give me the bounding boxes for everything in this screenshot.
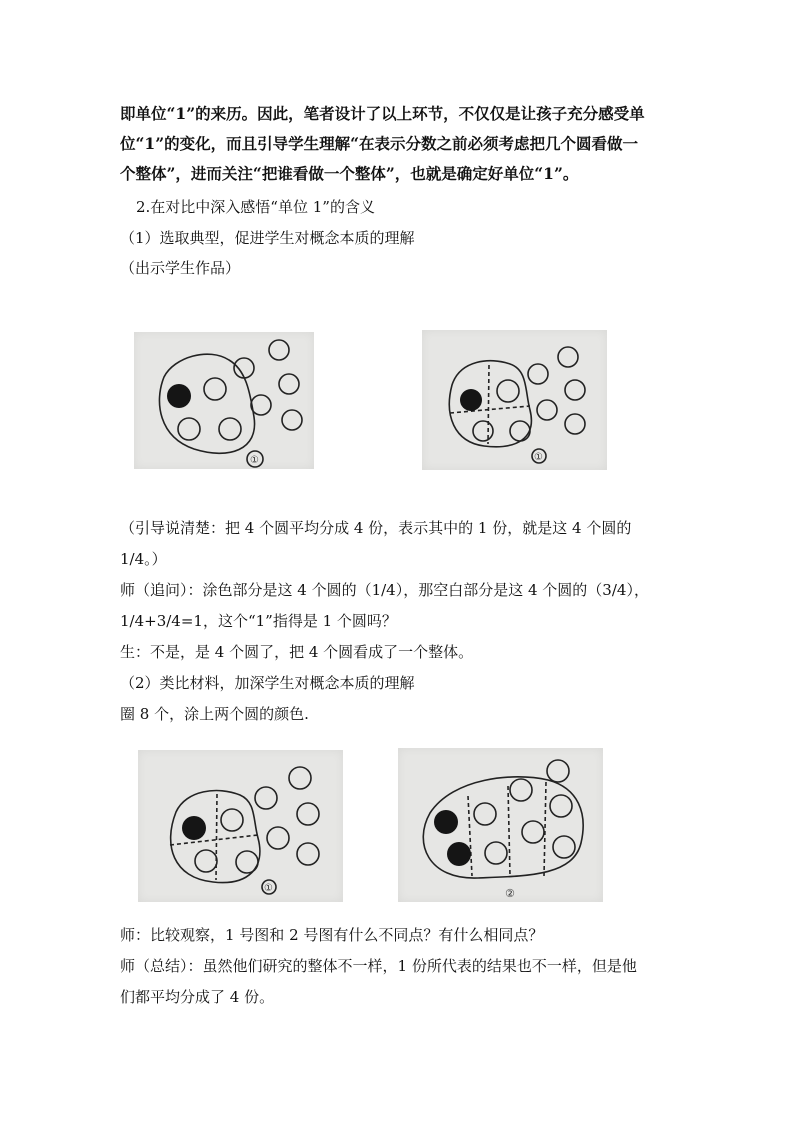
figure-label: ② xyxy=(505,887,515,900)
text-line: 们都平均分成了 4 份。 xyxy=(120,988,275,1006)
text-line: 位“1”的变化，而且引导学生理解“在表示分数之前必须考虑把几个圆看做一 xyxy=(120,134,639,153)
subsection-heading: （2）类比材料，加深学生对概念本质的理解 xyxy=(120,674,415,692)
figure-label: ① xyxy=(264,883,273,894)
figure-label: ① xyxy=(250,455,259,466)
student-work-photo-1 xyxy=(134,332,314,469)
student-work-photo-3 xyxy=(138,750,343,902)
text-line: 师（追问）：涂色部分是这 4 个圆的（1/4），那空白部分是这 4 个圆的（3/4）， xyxy=(120,581,649,599)
text-line: 1/4+3/4=1，这个“1”指得是 1 个圆吗？ xyxy=(120,612,397,630)
drawing-sketch xyxy=(138,750,343,902)
text-line: 圈 8 个，涂上两个圆的颜色. xyxy=(120,705,309,723)
text-line: 生：不是，是 4 个圆了，把 4 个圆看成了一个整体。 xyxy=(120,643,474,661)
drawing-sketch xyxy=(422,330,607,470)
student-work-photo-2 xyxy=(422,330,607,470)
subsection-heading: （1）选取典型，促进学生对概念本质的理解 xyxy=(120,229,415,247)
text-line: （出示学生作品） xyxy=(120,259,241,277)
text-line: 师：比较观察，1 号图和 2 号图有什么不同点？有什么相同点？ xyxy=(120,926,544,944)
text-line: 个整体”，进而关注“把谁看做一个整体”，也就是确定好单位“1”。 xyxy=(120,164,579,183)
text-line: 即单位“1”的来历。因此，笔者设计了以上环节，不仅仅是让孩子充分感受单 xyxy=(120,104,645,123)
text-line: 师（总结）：虽然他们研究的整体不一样，1 份所代表的结果也不一样，但是他 xyxy=(120,957,637,975)
drawing-sketch xyxy=(398,748,603,902)
student-work-photo-4 xyxy=(398,748,603,902)
figure-label: ① xyxy=(534,452,543,463)
drawing-sketch xyxy=(134,332,314,469)
text-line: （引导说清楚：把 4 个圆平均分成 4 份，表示其中的 1 份，就是这 4 个圆的 xyxy=(120,519,632,537)
section-heading: 2.在对比中深入感悟“单位 1”的含义 xyxy=(136,198,375,216)
text-line: 1/4。） xyxy=(120,550,167,568)
